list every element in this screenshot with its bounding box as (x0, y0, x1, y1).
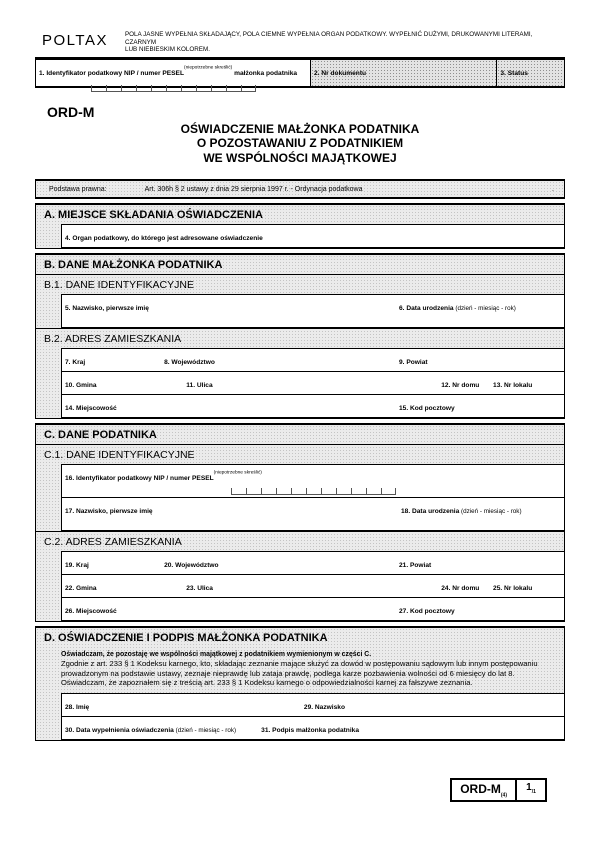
field-6-data-urodzenia[interactable] (396, 294, 564, 328)
field-31-label: 31. Podpis małżonka podatnika (261, 726, 360, 734)
section-b (35, 253, 565, 419)
field-10-label: 10. Gmina (65, 382, 97, 389)
field-14-miejscowosc[interactable] (61, 394, 396, 418)
footer-page-sub: /1 (531, 788, 536, 795)
footer-form-code (452, 780, 517, 800)
field-3-label: 3. Status (500, 69, 528, 77)
field-6-label: 6. Data urodzenia (398, 305, 454, 312)
field-6-suffix: (dzień - miesiąc - rok) (453, 305, 516, 312)
field-17-label: 17. Nazwisko, pierwsze imię (65, 508, 153, 515)
identification-row (35, 57, 565, 88)
field-2-nr-dokumentu (310, 60, 496, 86)
declaration-body: Zgodnie z art. 233 § 1 Kodeksu karnego, kto, składając zeznanie mające służyć za dowód w postępowaniu sądowym lub innym postępowaniu prowadzonym na podstawie ustawy, zeznaje nieprawdę lub zataja prawdę, podlega karze pozbawienia wolności od 6 miesięcy do lat 8. Oświadczam, że zapoznałem się z treścią art. 233 § 1 Kodeksu karnego o odpowiedzialności karnej za fałszywe zeznania. (61, 659, 538, 688)
section-a (35, 203, 565, 249)
field-26-miejscowosc[interactable] (61, 597, 396, 621)
instructions-line2: LUB NIEBIESKIM KOLOREM. (124, 46, 210, 53)
field-1-nip-pesel[interactable] (36, 60, 310, 86)
field-30-data-wypelnienia[interactable] (61, 716, 258, 740)
field-16-nip-pesel[interactable] (61, 464, 564, 498)
field-28-imie[interactable] (61, 693, 301, 717)
field-18-suffix: (dzień - miesiąc - rok) (459, 508, 522, 515)
footer-code-sub: (4) (500, 792, 507, 798)
field-2-label: 2. Nr dokumentu (314, 69, 367, 77)
field-1-label: 1. Identyfikator podatkowy NIP / numer PESEL (39, 69, 184, 77)
field-7-label: 7. Kraj (65, 359, 86, 366)
form-title (35, 122, 565, 166)
field-1-sup: (niepotrzebne skreślić) (183, 65, 233, 71)
field-30-label: 30. Data wypełnienia oświadczenia (65, 726, 174, 734)
title-line3: WE WSPÓLNOŚCI MAJĄTKOWEJ (203, 150, 397, 165)
field-11-label: 11. Ulica (186, 382, 213, 389)
legal-basis-label: Podstawa prawna: (49, 185, 107, 193)
field-27-kod-pocztowy[interactable] (396, 597, 564, 621)
field-20-wojewodztwo[interactable] (161, 551, 396, 575)
field-30-suffix: (dzień - miesiąc - rok) (173, 726, 237, 734)
section-d-title: D. OŚWIADCZENIE I PODPIS MAŁŻONKA PODATNIKA (44, 632, 328, 644)
footer-form-code-box (450, 778, 547, 802)
section-c (35, 423, 565, 622)
field-19-kraj[interactable] (61, 551, 161, 575)
declaration-bold-line: Oświadczam, że pozostaję we wspólności majątkowej z podatnikiem wymienionym w części C. (61, 651, 372, 658)
field-16-label: 16. Identyfikator podatkowy NIP / numer PESEL (65, 475, 214, 482)
field-9-label: 9. Powiat (398, 359, 428, 366)
top-header (35, 30, 565, 54)
field-22-gmina[interactable] (61, 574, 183, 598)
field-23-ulica[interactable] (183, 574, 438, 598)
field-10-gmina[interactable] (61, 371, 183, 395)
field-13-label: 13. Nr lokalu (493, 382, 533, 389)
field-1-label-b: małżonka podatnika (232, 69, 298, 77)
section-b-title: B. DANE MAŁŻONKA PODATNIKA (44, 259, 223, 271)
section-a-title: A. MIEJSCE SKŁADANIA OŚWIADCZENIA (44, 209, 263, 221)
field-19-label: 19. Kraj (65, 562, 89, 569)
field-25-label: 25. Nr lokalu (493, 585, 533, 592)
legal-basis-bar (35, 179, 565, 199)
field-24-label: 24. Nr domu (441, 585, 480, 592)
field-17-nazwisko-imie[interactable] (61, 497, 398, 531)
field-18-label: 18. Data urodzenia (401, 508, 460, 515)
field-21-powiat[interactable] (396, 551, 564, 575)
instructions-line1: POLA JASNE WYPEŁNIA SKŁADAJĄCY, POLA CIEMNE WYPEŁNIA ORGAN PODATKOWY. WYPEŁNIĆ DUŻYMI, DRUKOWANYMI LITERAMI, CZARNYM (124, 31, 533, 46)
field-4-label: 4. Organ podatkowy, do którego jest adresowane oświadczenie (65, 235, 263, 242)
field-12-label: 12. Nr domu (441, 382, 480, 389)
poltax-logo: POLTAX (42, 32, 108, 49)
field-3-status (496, 60, 564, 86)
title-line2: O POZOSTAWANIU Z PODATNIKIEM (196, 136, 404, 150)
legal-basis-text: Art. 306h § 2 ustawy z dnia 29 sierpnia 1997 r. - Ordynacja podatkowa (144, 185, 363, 193)
section-c-title: C. DANE PODATNIKA (44, 429, 157, 441)
title-line1: OŚWIADCZENIE MAŁŻONKA PODATNIKA (180, 121, 420, 136)
field-20-label: 20. Województwo (164, 562, 219, 569)
field-27-label: 27. Kod pocztowy (398, 608, 455, 615)
field-31-podpis[interactable] (258, 716, 564, 740)
field-15-kod-pocztowy[interactable] (396, 394, 564, 418)
section-b2-title: B.2. ADRES ZAMIESZKANIA (36, 328, 564, 348)
field-29-label: 29. Nazwisko (303, 703, 345, 711)
form-code: ORD-M (47, 103, 95, 120)
declaration-text (36, 647, 564, 693)
field-12-nr-domu[interactable] (438, 371, 490, 395)
field-9-powiat[interactable] (396, 348, 564, 372)
field-28-label: 28. Imię (65, 703, 90, 711)
field-1-pesel-input[interactable] (39, 85, 307, 92)
field-18-data-urodzenia[interactable] (398, 497, 564, 531)
field-8-label: 8. Województwo (164, 359, 215, 366)
field-5-nazwisko-imie[interactable] (61, 294, 396, 328)
field-23-label: 23. Ulica (186, 585, 213, 592)
section-c2-title: C.2. ADRES ZAMIESZKANIA (36, 531, 564, 551)
field-7-kraj[interactable] (61, 348, 161, 372)
field-4-organ-podatkowy[interactable] (61, 224, 564, 248)
footer-page-text: 1 (526, 781, 532, 793)
filling-instructions (125, 30, 565, 54)
section-d (35, 626, 565, 741)
legal-basis-dot: . (552, 185, 554, 193)
field-21-label: 21. Powiat (398, 562, 432, 569)
footer-page-number (517, 780, 545, 800)
field-14-label: 14. Miejscowość (65, 405, 117, 412)
field-13-nr-lokalu[interactable] (490, 371, 564, 395)
field-24-nr-domu[interactable] (438, 574, 490, 598)
field-25-nr-lokalu[interactable] (490, 574, 564, 598)
field-15-label: 15. Kod pocztowy (398, 405, 455, 412)
field-5-label: 5. Nazwisko, pierwsze imię (65, 305, 149, 312)
field-29-nazwisko[interactable] (301, 693, 564, 717)
field-16-sup: (niepotrzebne skreślić) (213, 470, 262, 476)
field-11-ulica[interactable] (183, 371, 438, 395)
field-16-pesel-input[interactable] (65, 488, 561, 495)
section-b1-title: B.1. DANE IDENTYFIKACYJNE (36, 274, 564, 294)
field-22-label: 22. Gmina (65, 585, 97, 592)
section-c1-title: C.1. DANE IDENTYFIKACYJNE (36, 444, 564, 464)
field-26-label: 26. Miejscowość (65, 608, 117, 615)
field-8-wojewodztwo[interactable] (161, 348, 396, 372)
footer-code-text: ORD-M (460, 781, 501, 796)
